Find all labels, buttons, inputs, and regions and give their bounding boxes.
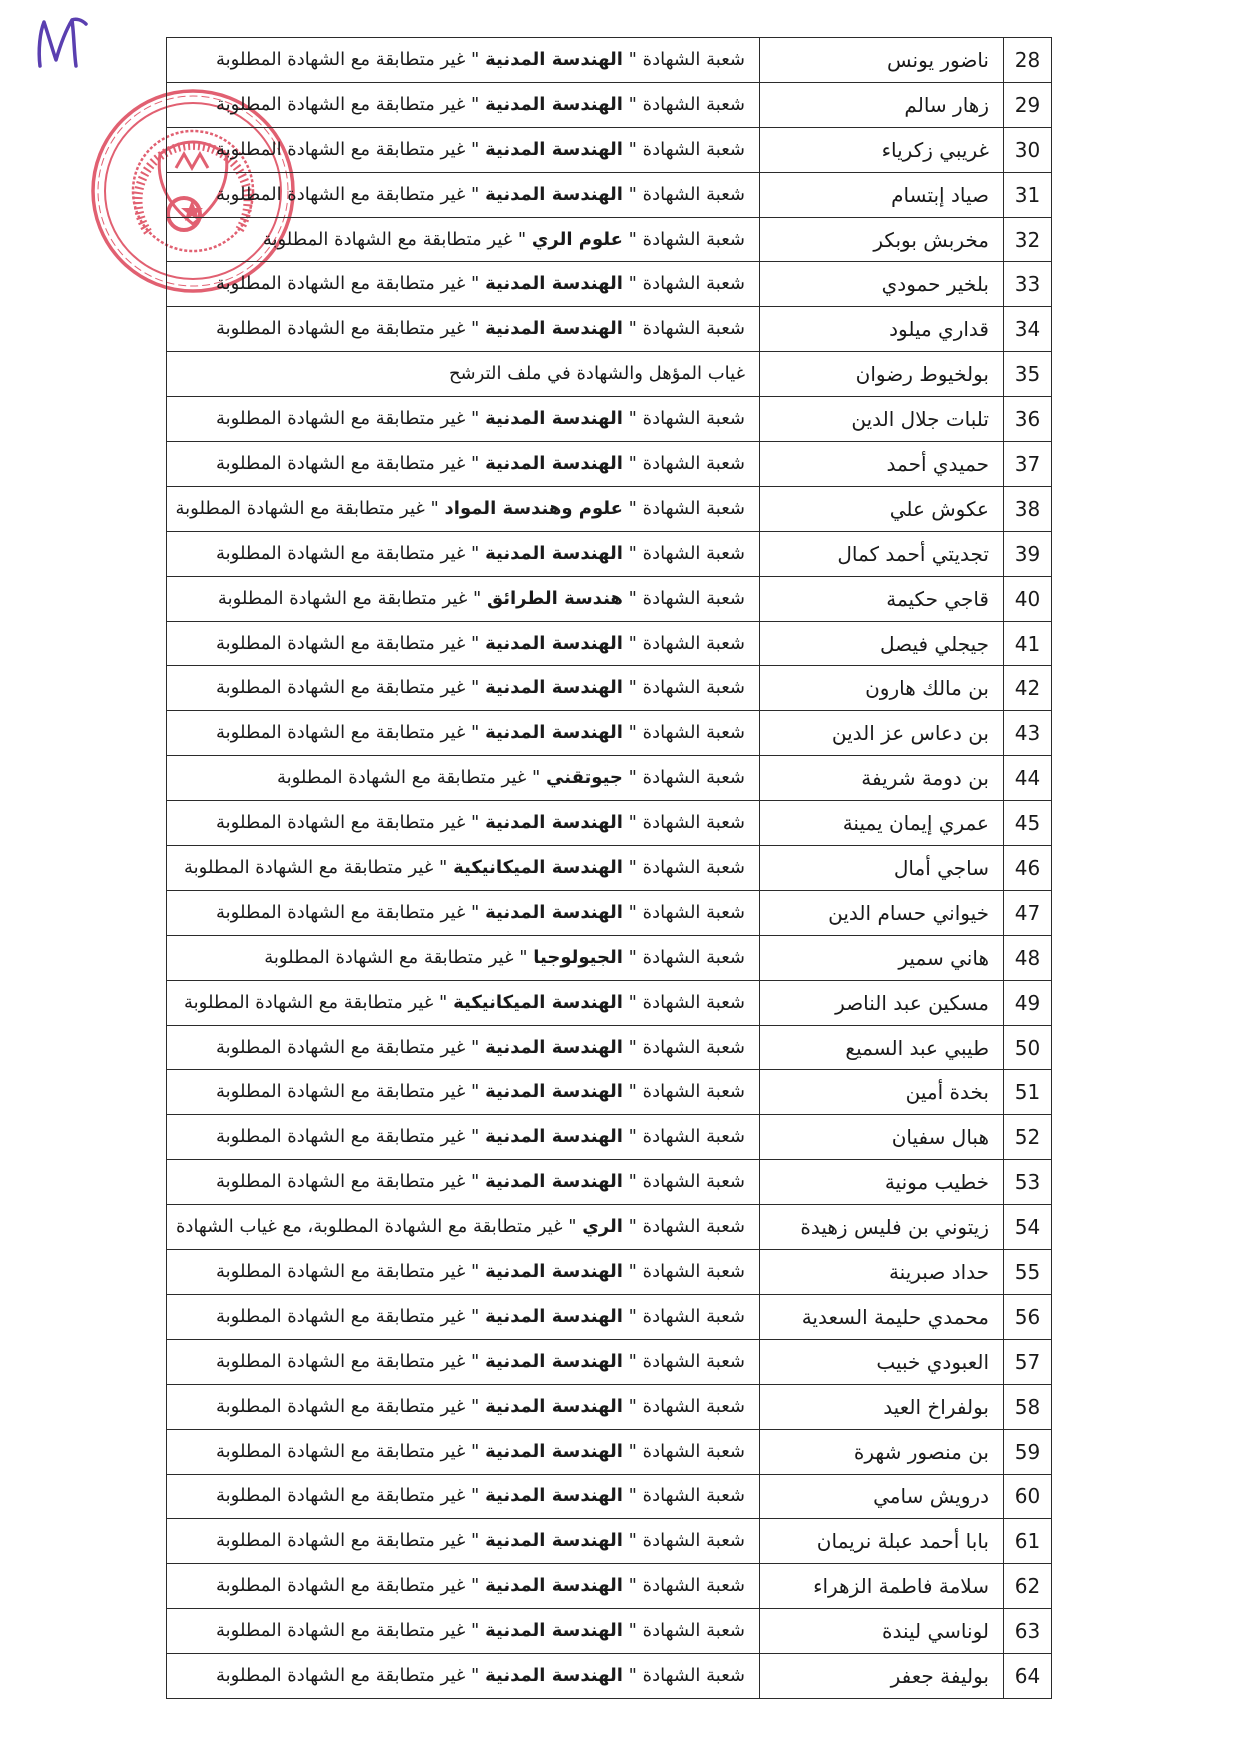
reason-prefix: شعبة الشهادة ": [628, 812, 745, 834]
reason-specialty: الهندسة المدنية: [485, 542, 623, 564]
row-number: 41: [1004, 621, 1052, 666]
reason-prefix: شعبة الشهادة ": [628, 587, 745, 609]
row-number: 39: [1004, 531, 1052, 576]
reason-suffix: " غير متطابقة مع الشهادة المطلوبة: [264, 946, 528, 968]
candidate-name: عمري إيمان يمينة: [760, 801, 1004, 846]
reason-prefix: شعبة الشهادة ": [628, 1440, 745, 1462]
rejection-reason: [167, 38, 760, 83]
rejection-reason: [167, 576, 760, 621]
table-row: [167, 397, 1052, 442]
candidate-name: بن منصور شهرة: [760, 1429, 1004, 1474]
reason-prefix: شعبة الشهادة ": [628, 1395, 745, 1417]
table-row: [167, 1474, 1052, 1519]
row-number: 32: [1004, 217, 1052, 262]
row-number: 50: [1004, 1025, 1052, 1070]
table-row: [167, 1339, 1052, 1384]
candidate-name: ساجي أمال: [760, 846, 1004, 891]
row-number: 44: [1004, 756, 1052, 801]
candidate-name: محمدي حليمة السعدية: [760, 1294, 1004, 1339]
candidate-name: بخدة أمين: [760, 1070, 1004, 1115]
table-row: [167, 442, 1052, 487]
table-row: [167, 621, 1052, 666]
rejection-reason: [167, 1564, 760, 1609]
row-number: 47: [1004, 890, 1052, 935]
rejection-reason: [167, 486, 760, 531]
row-number: 35: [1004, 352, 1052, 397]
row-number: 28: [1004, 38, 1052, 83]
reason-specialty: الهندسة المدنية: [485, 183, 623, 205]
reason-suffix: " غير متطابقة مع الشهادة المطلوبة: [216, 183, 480, 205]
results-table: [166, 37, 1052, 1699]
row-number: 64: [1004, 1654, 1052, 1699]
candidate-name: بن دومة شريفة: [760, 756, 1004, 801]
row-number: 60: [1004, 1474, 1052, 1519]
rejection-reason: [167, 352, 760, 397]
reason-specialty: علوم الري: [531, 228, 623, 250]
reason-suffix: " غير متطابقة مع الشهادة المطلوبة: [217, 587, 482, 609]
candidate-name: بولفراخ العيد: [760, 1384, 1004, 1429]
row-number: 63: [1004, 1609, 1052, 1654]
reason-prefix: شعبة الشهادة ": [628, 722, 745, 744]
reason-specialty: الهندسة المدنية: [485, 1620, 623, 1642]
rejection-reason: [167, 127, 760, 172]
rejection-reason: [167, 756, 760, 801]
reason-prefix: شعبة الشهادة ": [628, 1171, 745, 1193]
reason-suffix: " غير متطابقة مع الشهادة المطلوبة: [262, 228, 527, 250]
reason-suffix: " غير متطابقة مع الشهادة المطلوبة: [216, 1036, 480, 1058]
reason-specialty: الهندسة المدنية: [485, 273, 623, 295]
reason-suffix: " غير متطابقة مع الشهادة المطلوبة: [216, 452, 480, 474]
reason-prefix: غياب المؤهل والشهادة في ملف الترشح: [448, 363, 745, 385]
reason-suffix: " غير متطابقة مع الشهادة المطلوبة: [216, 1440, 480, 1462]
candidate-name: زيتوني بن فليس زهيدة: [760, 1205, 1004, 1250]
row-number: 61: [1004, 1519, 1052, 1564]
reason-specialty: الهندسة المدنية: [485, 138, 623, 160]
table-row: [167, 172, 1052, 217]
table-row: [167, 576, 1052, 621]
reason-specialty: الهندسة المدنية: [485, 1126, 623, 1148]
reason-suffix: " غير متطابقة مع الشهادة المطلوبة: [216, 1575, 480, 1597]
reason-prefix: شعبة الشهادة ": [628, 1036, 745, 1058]
table-row: [167, 756, 1052, 801]
reason-prefix: شعبة الشهادة ": [628, 1530, 745, 1552]
row-number: 56: [1004, 1294, 1052, 1339]
table-row: [167, 486, 1052, 531]
row-number: 36: [1004, 397, 1052, 442]
reason-specialty: الهندسة المدنية: [485, 1440, 623, 1462]
reason-suffix: " غير متطابقة مع الشهادة المطلوبة: [216, 1485, 480, 1507]
candidate-name: تجديتي أحمد كمال: [760, 531, 1004, 576]
rejection-reason: [167, 531, 760, 576]
row-number: 62: [1004, 1564, 1052, 1609]
reason-prefix: شعبة الشهادة ": [628, 1305, 745, 1327]
reason-specialty: علوم وهندسة المواد: [444, 497, 623, 519]
candidate-name: خيواني حسام الدين: [760, 890, 1004, 935]
reason-specialty: الهندسة المدنية: [485, 677, 623, 699]
row-number: 37: [1004, 442, 1052, 487]
reason-prefix: شعبة الشهادة ": [628, 767, 745, 789]
reason-specialty: الهندسة المدنية: [485, 318, 623, 340]
reason-suffix: " غير متطابقة مع الشهادة المطلوبة: [216, 901, 480, 923]
row-number: 53: [1004, 1160, 1052, 1205]
reason-suffix: " غير متطابقة مع الشهادة المطلوبة: [216, 48, 480, 70]
candidate-name: بن مالك هارون: [760, 666, 1004, 711]
table-row: [167, 352, 1052, 397]
reason-specialty: الهندسة المدنية: [485, 1485, 623, 1507]
reason-prefix: شعبة الشهادة ": [628, 1620, 745, 1642]
reason-specialty: جيوتقني: [546, 767, 623, 789]
reason-specialty: الهندسة المدنية: [485, 452, 623, 474]
rejection-reason: [167, 1429, 760, 1474]
row-number: 51: [1004, 1070, 1052, 1115]
reason-suffix: " غير متطابقة مع الشهادة المطلوبة: [216, 812, 480, 834]
candidate-name: عكوش علي: [760, 486, 1004, 531]
row-number: 40: [1004, 576, 1052, 621]
rejection-reason: [167, 1519, 760, 1564]
table-row: [167, 1429, 1052, 1474]
reason-prefix: شعبة الشهادة ": [628, 1350, 745, 1372]
table-row: [167, 980, 1052, 1025]
row-number: 48: [1004, 935, 1052, 980]
reason-suffix: " غير متطابقة مع الشهادة المطلوبة: [216, 1620, 480, 1642]
reason-specialty: الهندسة المدنية: [485, 1081, 623, 1103]
rejection-reason: [167, 1250, 760, 1295]
table-row: [167, 890, 1052, 935]
candidate-name: درويش سامي: [760, 1474, 1004, 1519]
rejection-reason: [167, 801, 760, 846]
reason-specialty: الهندسة المدنية: [485, 1665, 623, 1686]
table-row: [167, 217, 1052, 262]
row-number: 55: [1004, 1250, 1052, 1295]
reason-specialty: الهندسة المدنية: [485, 632, 623, 654]
reason-specialty: الهندسة الميكانيكية: [453, 856, 623, 878]
reason-specialty: الهندسة المدنية: [485, 1305, 623, 1327]
table-row: [167, 935, 1052, 980]
row-number: 31: [1004, 172, 1052, 217]
table-row: [167, 1250, 1052, 1295]
reason-specialty: الهندسة المدنية: [485, 1260, 623, 1282]
reason-prefix: شعبة الشهادة ": [628, 497, 745, 519]
row-number: 58: [1004, 1384, 1052, 1429]
rejection-reason: [167, 1115, 760, 1160]
table-row: [167, 307, 1052, 352]
table-row: [167, 1384, 1052, 1429]
results-table-body: [167, 38, 1052, 1699]
table-row: [167, 127, 1052, 172]
reason-prefix: شعبة الشهادة ": [628, 632, 745, 654]
table-row: [167, 1609, 1052, 1654]
candidate-name: هبال سفيان: [760, 1115, 1004, 1160]
candidate-name: بلخير حمودي: [760, 262, 1004, 307]
reason-suffix: " غير متطابقة مع الشهادة المطلوبة: [216, 542, 480, 564]
rejection-reason: [167, 262, 760, 307]
signature-mark: [32, 12, 92, 74]
candidate-name: هاني سمير: [760, 935, 1004, 980]
rejection-reason: [167, 1474, 760, 1519]
row-number: 57: [1004, 1339, 1052, 1384]
reason-suffix: " غير متطابقة مع الشهادة المطلوبة: [216, 722, 480, 744]
reason-specialty: الهندسة المدنية: [485, 722, 623, 744]
table-row: [167, 801, 1052, 846]
reason-prefix: شعبة الشهادة ": [628, 1260, 745, 1282]
table-row: [167, 262, 1052, 307]
reason-specialty: الهندسة المدنية: [485, 1350, 623, 1372]
candidate-name: حميدي أحمد: [760, 442, 1004, 487]
reason-prefix: شعبة الشهادة ": [628, 228, 745, 250]
reason-suffix: " غير متطابقة مع الشهادة المطلوبة: [216, 93, 480, 115]
reason-specialty: الهندسة المدنية: [485, 1530, 623, 1552]
candidate-name: حداد صبرينة: [760, 1250, 1004, 1295]
row-number: 30: [1004, 127, 1052, 172]
table-row: [167, 711, 1052, 756]
table-row: [167, 1519, 1052, 1564]
table-row: [167, 1654, 1052, 1699]
reason-specialty: الهندسة المدنية: [485, 1171, 623, 1193]
reason-specialty: الجيولوجيا: [533, 946, 623, 968]
reason-specialty: الري: [582, 1216, 623, 1238]
table-row: [167, 1294, 1052, 1339]
reason-prefix: شعبة الشهادة ": [628, 1485, 745, 1507]
table-row: [167, 1025, 1052, 1070]
candidate-name: صياد إبتسام: [760, 172, 1004, 217]
row-number: 54: [1004, 1205, 1052, 1250]
table-row: [167, 38, 1052, 83]
reason-suffix: " غير متطابقة مع الشهادة المطلوبة، مع غياب الشهادة: [176, 1216, 577, 1238]
reason-specialty: الهندسة المدنية: [485, 408, 623, 430]
reason-suffix: " غير متطابقة مع الشهادة المطلوبة: [216, 1305, 480, 1327]
candidate-name: قاجي حكيمة: [760, 576, 1004, 621]
row-number: 45: [1004, 801, 1052, 846]
table-row: [167, 666, 1052, 711]
reason-prefix: شعبة الشهادة ": [628, 1216, 745, 1238]
candidate-name: العبودي خبيب: [760, 1339, 1004, 1384]
reason-prefix: شعبة الشهادة ": [628, 138, 745, 160]
rejection-reason: [167, 621, 760, 666]
reason-suffix: " غير متطابقة مع الشهادة المطلوبة: [184, 991, 448, 1013]
candidate-name: بولخيوط رضوان: [760, 352, 1004, 397]
reason-suffix: " غير متطابقة مع الشهادة المطلوبة: [216, 1126, 480, 1148]
candidate-name: زهار سالم: [760, 82, 1004, 127]
table-row: [167, 82, 1052, 127]
rejection-reason: [167, 1384, 760, 1429]
reason-specialty: الهندسة الميكانيكية: [453, 991, 623, 1013]
reason-prefix: شعبة الشهادة ": [628, 856, 745, 878]
rejection-reason: [167, 890, 760, 935]
reason-suffix: " غير متطابقة مع الشهادة المطلوبة: [216, 318, 480, 340]
rejection-reason: [167, 442, 760, 487]
reason-specialty: الهندسة المدنية: [485, 1395, 623, 1417]
row-number: 52: [1004, 1115, 1052, 1160]
candidate-name: بابا أحمد عبلة نريمان: [760, 1519, 1004, 1564]
reason-prefix: شعبة الشهادة ": [628, 48, 745, 70]
reason-prefix: شعبة الشهادة ": [628, 452, 745, 474]
reason-suffix: " غير متطابقة مع الشهادة المطلوبة: [276, 767, 541, 789]
table-row: [167, 1115, 1052, 1160]
candidate-name: خطيب مونية: [760, 1160, 1004, 1205]
reason-prefix: شعبة الشهادة ": [628, 1665, 745, 1686]
reason-specialty: الهندسة المدنية: [485, 48, 623, 70]
table-row: [167, 1564, 1052, 1609]
reason-suffix: " غير متطابقة مع الشهادة المطلوبة: [216, 677, 480, 699]
candidate-name: غريبي زكرياء: [760, 127, 1004, 172]
candidate-name: مسكين عبد الناصر: [760, 980, 1004, 1025]
reason-suffix: " غير متطابقة مع الشهادة المطلوبة: [216, 1260, 480, 1282]
row-number: 34: [1004, 307, 1052, 352]
rejection-reason: [167, 1654, 760, 1699]
rejection-reason: [167, 666, 760, 711]
row-number: 38: [1004, 486, 1052, 531]
reason-suffix: " غير متطابقة مع الشهادة المطلوبة: [216, 408, 480, 430]
reason-specialty: الهندسة المدنية: [485, 1575, 623, 1597]
reason-suffix: " غير متطابقة مع الشهادة المطلوبة: [216, 1395, 480, 1417]
reason-suffix: " غير متطابقة مع الشهادة المطلوبة: [216, 138, 480, 160]
reason-prefix: شعبة الشهادة ": [628, 183, 745, 205]
rejection-reason: [167, 711, 760, 756]
candidate-name: سلامة فاطمة الزهراء: [760, 1564, 1004, 1609]
candidate-name: طيبي عبد السميع: [760, 1025, 1004, 1070]
reason-specialty: الهندسة المدنية: [485, 812, 623, 834]
table-row: [167, 531, 1052, 576]
reason-specialty: الهندسة المدنية: [485, 1036, 623, 1058]
table-row: [167, 1205, 1052, 1250]
reason-suffix: " غير متطابقة مع الشهادة المطلوبة: [216, 632, 480, 654]
row-number: 33: [1004, 262, 1052, 307]
reason-prefix: شعبة الشهادة ": [628, 991, 745, 1013]
row-number: 59: [1004, 1429, 1052, 1474]
reason-suffix: " غير متطابقة مع الشهادة المطلوبة: [216, 1350, 480, 1372]
rejection-reason: [167, 1205, 760, 1250]
reason-specialty: الهندسة المدنية: [485, 901, 623, 923]
candidate-name: بوليفة جعفر: [760, 1654, 1004, 1699]
row-number: 29: [1004, 82, 1052, 127]
reason-suffix: " غير متطابقة مع الشهادة المطلوبة: [216, 1665, 480, 1686]
row-number: 46: [1004, 846, 1052, 891]
reason-prefix: شعبة الشهادة ": [628, 1126, 745, 1148]
candidate-name: جيجلي فيصل: [760, 621, 1004, 666]
table-row: [167, 846, 1052, 891]
row-number: 42: [1004, 666, 1052, 711]
reason-specialty: الهندسة المدنية: [485, 93, 623, 115]
reason-prefix: شعبة الشهادة ": [628, 318, 745, 340]
row-number: 43: [1004, 711, 1052, 756]
reason-suffix: " غير متطابقة مع الشهادة المطلوبة: [216, 273, 480, 295]
reason-suffix: " غير متطابقة مع الشهادة المطلوبة: [216, 1530, 480, 1552]
reason-prefix: شعبة الشهادة ": [628, 408, 745, 430]
candidate-name: لوناسي ليندة: [760, 1609, 1004, 1654]
rejection-reason: [167, 1160, 760, 1205]
reason-suffix: " غير متطابقة مع الشهادة المطلوبة: [184, 856, 448, 878]
rejection-reason: [167, 980, 760, 1025]
row-number: 49: [1004, 980, 1052, 1025]
reason-prefix: شعبة الشهادة ": [628, 1575, 745, 1597]
reason-prefix: شعبة الشهادة ": [628, 946, 745, 968]
rejection-reason: [167, 1070, 760, 1115]
candidate-name: تلبات جلال الدين: [760, 397, 1004, 442]
reason-prefix: شعبة الشهادة ": [628, 1081, 745, 1103]
reason-suffix: " غير متطابقة مع الشهادة المطلوبة: [216, 1171, 480, 1193]
rejection-reason: [167, 1339, 760, 1384]
reason-prefix: شعبة الشهادة ": [628, 542, 745, 564]
candidate-name: بن دعاس عز الدين: [760, 711, 1004, 756]
reason-specialty: هندسة الطرائق: [486, 587, 623, 609]
rejection-reason: [167, 82, 760, 127]
table-row: [167, 1070, 1052, 1115]
rejection-reason: [167, 217, 760, 262]
candidate-name: ناضور يونس: [760, 38, 1004, 83]
reason-suffix: " غير متطابقة مع الشهادة المطلوبة: [175, 497, 439, 519]
rejection-reason: [167, 1294, 760, 1339]
candidate-name: قداري ميلود: [760, 307, 1004, 352]
candidate-name: مخربش بوبكر: [760, 217, 1004, 262]
rejection-reason: [167, 397, 760, 442]
rejection-reason: [167, 935, 760, 980]
rejection-reason: [167, 307, 760, 352]
rejection-reason: [167, 1025, 760, 1070]
reason-prefix: شعبة الشهادة ": [628, 273, 745, 295]
reason-prefix: شعبة الشهادة ": [628, 677, 745, 699]
reason-suffix: " غير متطابقة مع الشهادة المطلوبة: [216, 1081, 480, 1103]
rejection-reason: [167, 1609, 760, 1654]
table-row: [167, 1160, 1052, 1205]
rejection-reason: [167, 172, 760, 217]
reason-prefix: شعبة الشهادة ": [628, 93, 745, 115]
rejection-reason: [167, 846, 760, 891]
reason-prefix: شعبة الشهادة ": [628, 901, 745, 923]
